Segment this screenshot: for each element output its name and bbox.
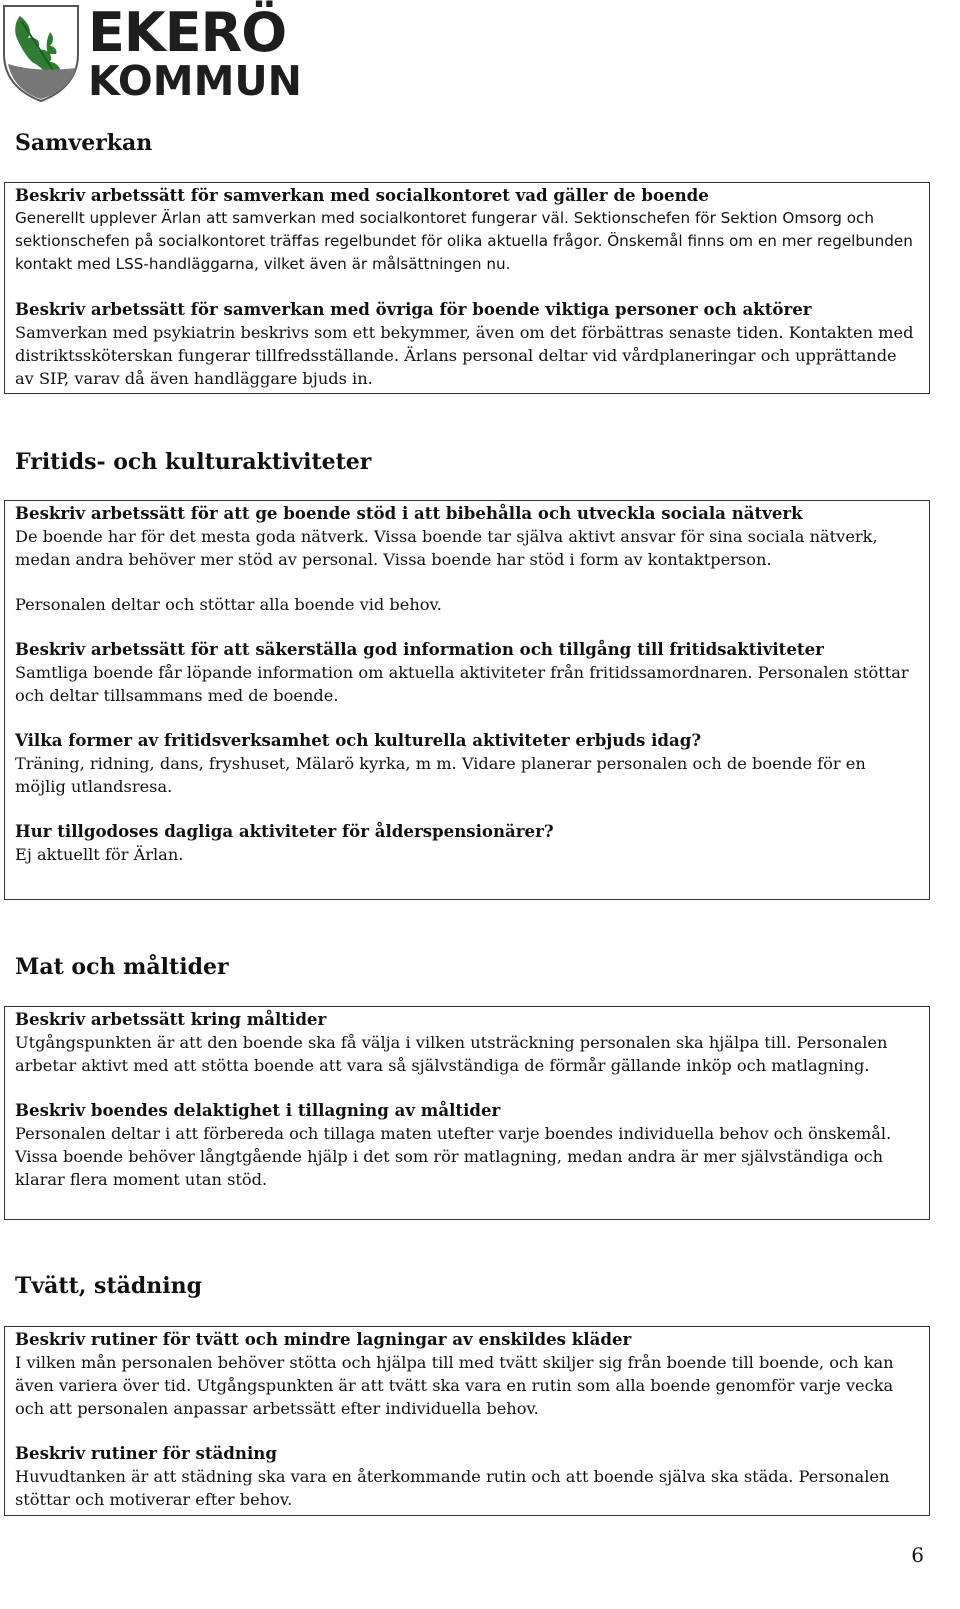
section-box-samverkan	[4, 182, 930, 394]
section-box-mat	[4, 1006, 930, 1220]
section-title-tvatt: Tvätt, städning	[15, 1273, 202, 1299]
answer: I vilken mån personalen behöver stötta och hjälpa till med tvätt skiljer sig från boende till boende, och kan även variera över tid. Utgångspunkten är att tvätt ska vara en rutin som alla boende genomför varje vecka och att personalen anpassar arbetssätt efter individuella behov.	[15, 1353, 894, 1418]
answer: Ej aktuellt för Ärlan.	[15, 845, 184, 864]
answer: Generellt upplever Ärlan att samverkan med socialkontoret fungerar väl. Sektionschefen för Sektion Omsorg och sektionschefen på socialkontoret träffas regelbundet för olika aktuella frågor. Önskemål finns om en mer regelbunden kontakt med LSS-handläggarna, vilket även är målsättningen nu.	[15, 209, 913, 273]
question: Beskriv arbetssätt för att ge boende stöd i att bibehålla och utveckla sociala nätverk	[15, 503, 803, 523]
question: Beskriv rutiner för städning	[15, 1443, 277, 1463]
section-box-tvatt	[4, 1326, 930, 1516]
question: Beskriv rutiner för tvätt och mindre lagningar av enskildes kläder	[15, 1329, 632, 1349]
question: Beskriv arbetssätt kring måltider	[15, 1009, 327, 1029]
section-title-samverkan: Samverkan	[15, 130, 153, 156]
answer: Personalen deltar och stöttar alla boende vid behov.	[15, 595, 442, 614]
section-title-fritids: Fritids- och kulturaktiviteter	[15, 449, 372, 475]
page-number: 6	[911, 1543, 924, 1567]
answer: Huvudtanken är att städning ska vara en återkommande rutin och att boende själva ska städa. Personalen stöttar och motiverar efter behov.	[15, 1467, 890, 1509]
answer: Samverkan med psykiatrin beskrivs som ett bekymmer, även om det förbättras senaste tiden. Kontakten med distriktssköterskan fungerar tillfredsställande. Ärlans personal deltar vid vårdplaneringar och upprättande av SIP, varav då även handläggare bjuds in.	[15, 323, 914, 388]
answer: Utgångspunkten är att den boende ska få välja i vilken utsträckning personalen ska hjälpa till. Personalen arbetar aktivt med att stötta boende att vara så självständiga de förmår gällande inköp och matlagning.	[15, 1033, 888, 1075]
question: Beskriv arbetssätt för samverkan med övriga för boende viktiga personer och aktörer	[15, 299, 812, 319]
question: Beskriv boendes delaktighet i tillagning av måltider	[15, 1100, 501, 1120]
answer: Samtliga boende får löpande information om aktuella aktiviteter från fritidssamordnaren. Personalen stöttar och deltar tillsammans med de boende.	[15, 663, 909, 705]
question: Beskriv arbetssätt för samverkan med socialkontoret vad gäller de boende	[15, 185, 709, 205]
section-box-fritids	[4, 500, 930, 900]
logo-line1: EKERÖ	[88, 1, 287, 64]
answer: Träning, ridning, dans, fryshuset, Mälarö kyrka, m m. Vidare planerar personalen och de boende för en möjlig utlandsresa.	[15, 754, 866, 796]
answer: De boende har för det mesta goda nätverk. Vissa boende tar själva aktivt ansvar för sina sociala nätverk, medan andra behöver mer stöd av personal. Vissa boende har stöd i form av kontaktperson.	[15, 527, 878, 569]
ekero-kommun-logo	[2, 1, 302, 106]
question: Beskriv arbetssätt för att säkerställa god information och tillgång till fritidsaktiviteter	[15, 639, 824, 659]
answer: Personalen deltar i att förbereda och tillaga maten utefter varje boendes individuella behov och önskemål. Vissa boende behöver långtgående hjälp i det som rör matlagning, medan andra är mer självständiga och klarar flera moment utan stöd.	[15, 1124, 892, 1189]
section-title-mat: Mat och måltider	[15, 954, 229, 980]
logo-line2: KOMMUN	[88, 57, 302, 105]
coat-of-arms-icon	[2, 2, 82, 102]
question: Hur tillgodoses dagliga aktiviteter för ålderspensionärer?	[15, 821, 554, 841]
question: Vilka former av fritidsverksamhet och kulturella aktiviteter erbjuds idag?	[15, 730, 702, 750]
